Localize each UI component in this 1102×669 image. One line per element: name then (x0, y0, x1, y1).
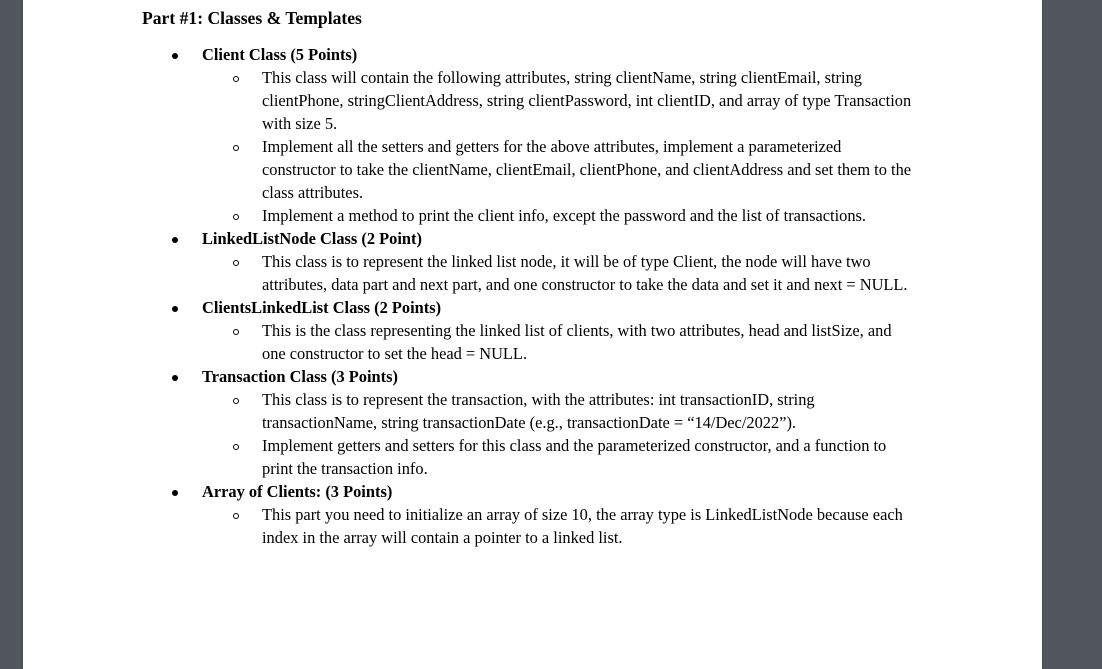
hollow-circle-bullet-icon (233, 260, 239, 266)
list-item-text: This is the class representing the linked list of clients, with two attributes, head and listSize, and one constructor to set the head = NULL. (262, 321, 892, 363)
sub-list (202, 66, 922, 227)
list-item-text: This part you need to initialize an array of size 10, the array type is LinkedListNode because each index in the array will contain a pointer to a linked list. (262, 505, 903, 547)
hollow-circle-bullet-icon (233, 513, 239, 519)
list-item (202, 135, 922, 204)
hollow-circle-bullet-icon (233, 398, 239, 404)
list-item (202, 66, 922, 135)
hollow-circle-bullet-icon (233, 444, 239, 450)
page-title: Part #1: Classes & Templates (142, 8, 362, 28)
list-item (202, 388, 922, 434)
list-item-text: This class will contain the following attributes, string clientName, string clientEmail, string clientPhone, stringClientAddress, string clientPassword, int clientID, and array of type Transaction with size 5. (262, 68, 912, 133)
list-item-text: Implement a method to print the client info, except the password and the list of transactions. (262, 206, 867, 225)
sub-list (202, 503, 922, 549)
section-array-of-clients-3-points (142, 480, 922, 549)
list-item (202, 319, 922, 365)
list-item (202, 503, 922, 549)
list-item-text: Implement getters and setters for this class and the parameterized constructor, and a function to print the transaction info. (262, 436, 887, 478)
section-transaction-class-3-points (142, 365, 922, 480)
document-page (23, 0, 1042, 669)
list-item-text: This class is to represent the linked list node, it will be of type Client, the node will have two attributes, data part and next part, and one constructor to take the data and set it and next = NULL. (262, 252, 908, 294)
list-item (202, 250, 922, 296)
section-clientslinkedlist-class-2-points (142, 296, 922, 365)
bullet-dot-icon (172, 490, 178, 496)
document-content (142, 6, 922, 549)
list-item (202, 204, 922, 227)
hollow-circle-bullet-icon (233, 214, 239, 220)
hollow-circle-bullet-icon (233, 329, 239, 335)
list-item-text: This class is to represent the transaction, with the attributes: int transactionID, string transactionName, string transactionDate (e.g., transactionDate = “14/Dec/2022”). (262, 390, 815, 432)
list-item (202, 434, 922, 480)
sub-list (202, 250, 922, 296)
section-client-class-5-points (142, 43, 922, 227)
section-heading: Transaction Class (3 Points) (202, 367, 398, 386)
section-list (142, 43, 922, 549)
bullet-dot-icon (172, 53, 178, 59)
bullet-dot-icon (172, 375, 178, 381)
section-heading: Client Class (5 Points) (202, 45, 358, 64)
list-item-text: Implement all the setters and getters for the above attributes, implement a parameterized constructor to take the clientName, clientEmail, clientPhone, and clientAddress and set them to the class attributes. (262, 137, 912, 202)
section-heading: Array of Clients: (3 Points) (202, 482, 393, 501)
section-linkedlistnode-class-2-point (142, 227, 922, 296)
section-heading: ClientsLinkedList Class (2 Points) (202, 298, 442, 317)
hollow-circle-bullet-icon (233, 76, 239, 82)
bullet-dot-icon (172, 237, 178, 243)
hollow-circle-bullet-icon (233, 145, 239, 151)
bullet-dot-icon (172, 306, 178, 312)
section-heading: LinkedListNode Class (2 Point) (202, 229, 422, 248)
sub-list (202, 319, 922, 365)
sub-list (202, 388, 922, 480)
